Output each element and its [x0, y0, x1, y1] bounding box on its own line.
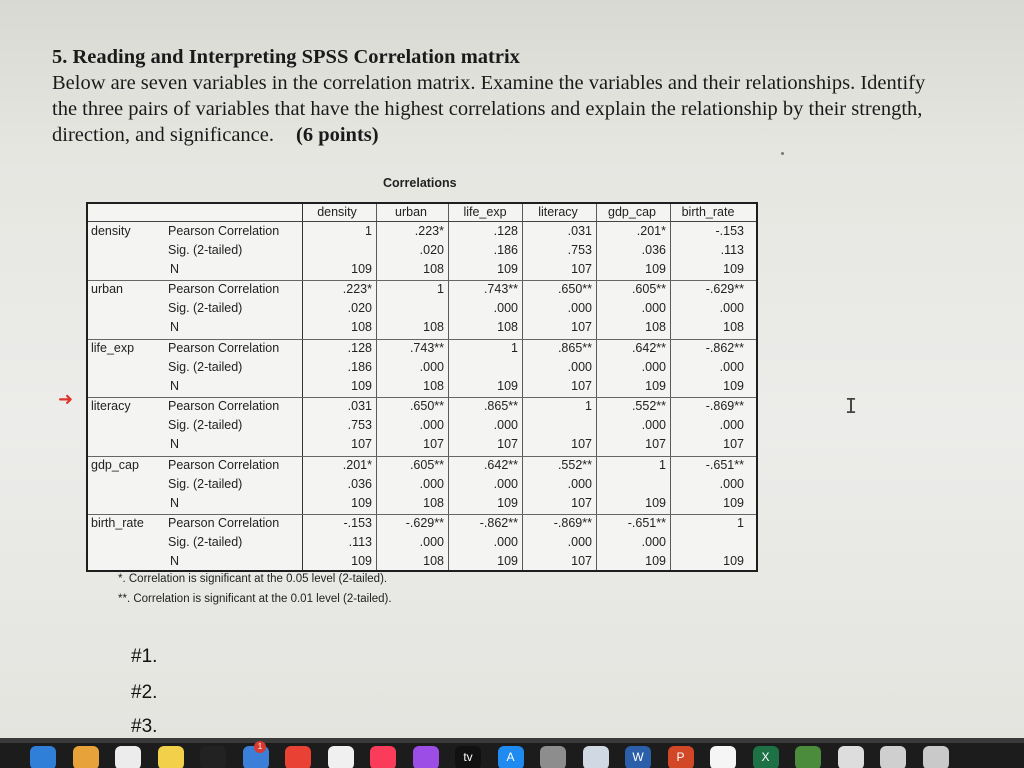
notes-icon[interactable] — [158, 746, 184, 768]
stocks-icon[interactable] — [200, 746, 226, 768]
footnote-significance-05: *. Correlation is significant at the 0.05 level (2-tailed). — [118, 573, 388, 585]
table-cell: 107 — [571, 437, 592, 452]
table-cell: -.629** — [705, 282, 744, 297]
column-header-density: density — [317, 205, 357, 219]
table-cell: 107 — [645, 437, 666, 452]
news-icon[interactable] — [328, 746, 354, 768]
table-cell: .128 — [347, 340, 372, 355]
stat-label: Sig. (2-tailed) — [168, 359, 243, 374]
table-cell: 109 — [351, 554, 372, 568]
stat-label: Sig. (2-tailed) — [168, 418, 243, 433]
stat-label: N — [170, 320, 180, 335]
table-cell: .000 — [493, 418, 518, 433]
table-cell: .000 — [493, 535, 518, 549]
table-cell: .201* — [636, 224, 666, 238]
table-cell: .000 — [719, 418, 744, 433]
table-cell: .000 — [567, 476, 592, 491]
table-cell: .743** — [409, 340, 444, 355]
table-cell: .036 — [347, 476, 372, 491]
table-cell: 109 — [645, 378, 666, 393]
column-divider — [448, 204, 449, 570]
table-cell: .000 — [493, 301, 518, 316]
table-cell: .000 — [567, 359, 592, 374]
dock-shelf — [0, 738, 1024, 743]
photos-icon[interactable] — [73, 746, 99, 768]
dock — [0, 738, 1024, 768]
window-thumb-2-icon[interactable] — [880, 746, 906, 768]
table-cell: 109 — [351, 378, 372, 393]
table-cell: .000 — [419, 418, 444, 433]
music-icon[interactable] — [370, 746, 396, 768]
table-cell: .020 — [419, 243, 444, 257]
column-divider — [376, 204, 377, 570]
table-cell: .031 — [347, 399, 372, 414]
table-cell: 1 — [585, 399, 592, 414]
notification-badge: 1 — [254, 741, 266, 753]
finder-icon[interactable] — [30, 746, 56, 768]
table-cell: 1 — [365, 224, 372, 238]
column-divider — [670, 204, 671, 570]
table-cell: 107 — [497, 437, 518, 452]
table-cell: 109 — [497, 262, 518, 276]
table-cell: 109 — [497, 378, 518, 393]
table-cell: 107 — [571, 262, 592, 276]
table-cell: 107 — [723, 437, 744, 452]
table-cell: .128 — [493, 224, 518, 238]
table-cell: 109 — [723, 554, 744, 568]
table-cell: .201* — [342, 457, 372, 472]
stat-label: Pearson Correlation — [168, 282, 280, 297]
table-cell: -.153 — [715, 224, 744, 238]
table-cell: .036 — [641, 243, 666, 257]
table-cell: 109 — [645, 262, 666, 276]
table-cell: 108 — [423, 554, 444, 568]
stat-label: N — [170, 495, 180, 510]
correlations-table — [86, 202, 758, 572]
row-label-literacy: literacy — [91, 399, 131, 414]
table-cell: .031 — [567, 224, 592, 238]
stat-label: Pearson Correlation — [168, 457, 280, 472]
table-cell: 108 — [497, 320, 518, 335]
table-cell: -.869** — [705, 399, 744, 414]
table-cell: .552** — [631, 399, 666, 414]
table-cell: 109 — [497, 495, 518, 510]
stat-label: N — [170, 437, 180, 452]
table-cell: 108 — [423, 262, 444, 276]
podcasts-icon[interactable] — [413, 746, 439, 768]
stat-label: N — [170, 262, 180, 276]
stat-label: Pearson Correlation — [168, 340, 280, 355]
row-divider — [88, 280, 756, 281]
column-divider — [302, 204, 303, 570]
table-cell: .000 — [641, 535, 666, 549]
column-divider — [522, 204, 523, 570]
row-divider — [88, 514, 756, 515]
table-cell: .000 — [641, 301, 666, 316]
table-cell: .000 — [719, 359, 744, 374]
question-line-1: Below are seven variables in the correlation matrix. Examine the variables and their relationships. Identify — [52, 72, 926, 94]
row-label-gdp_cap: gdp_cap — [91, 457, 139, 472]
table-cell: 1 — [659, 457, 666, 472]
table-cell: 109 — [351, 495, 372, 510]
table-cell: 109 — [723, 262, 744, 276]
stat-label: N — [170, 554, 180, 568]
table-cell: 1 — [511, 340, 518, 355]
system-preferences-icon[interactable] — [540, 746, 566, 768]
table-cell: .000 — [641, 359, 666, 374]
table-cell: .020 — [347, 301, 372, 316]
table-cell: -.862** — [705, 340, 744, 355]
table-cell: 1 — [737, 516, 744, 530]
row-divider — [88, 397, 756, 398]
column-header-urban: urban — [395, 205, 427, 219]
table-cell: .743** — [483, 282, 518, 297]
calendar-icon[interactable] — [115, 746, 141, 768]
answer-2-label[interactable]: #2. — [131, 682, 158, 703]
table-cell: 109 — [645, 495, 666, 510]
row-divider — [88, 339, 756, 340]
table-cell: 108 — [423, 495, 444, 510]
question-text — [52, 44, 1002, 148]
table-cell: .642** — [631, 340, 666, 355]
table-cell: .000 — [493, 476, 518, 491]
app-store-icon[interactable]: A — [498, 746, 524, 768]
table-cell: .000 — [641, 418, 666, 433]
answer-3-label[interactable]: #3. — [131, 716, 158, 737]
table-cell: 108 — [723, 320, 744, 335]
table-cell: 109 — [723, 378, 744, 393]
table-cell: 107 — [571, 378, 592, 393]
table-cell: .000 — [719, 301, 744, 316]
table-cell: .000 — [567, 535, 592, 549]
table-cell: -.629** — [405, 516, 444, 530]
table-cell: .650** — [409, 399, 444, 414]
column-header-gdp_cap: gdp_cap — [608, 205, 656, 219]
table-cell: .642** — [483, 457, 518, 472]
table-cell: 107 — [571, 554, 592, 568]
question-line-2: the three pairs of variables that have the highest correlations and explain the relationship by their strength, — [52, 98, 923, 120]
table-cell: 1 — [437, 282, 444, 297]
row-label-life_exp: life_exp — [91, 340, 135, 355]
stat-label: Pearson Correlation — [168, 399, 280, 414]
question-title — [52, 44, 1002, 70]
table-cell: .650** — [557, 282, 592, 297]
stat-label: Sig. (2-tailed) — [168, 243, 243, 257]
table-cell: 107 — [351, 437, 372, 452]
table-cell: 108 — [645, 320, 666, 335]
table-cell: .000 — [419, 359, 444, 374]
table-cell: 109 — [497, 554, 518, 568]
table-cell: .753 — [567, 243, 592, 257]
table-cell: -.153 — [343, 516, 372, 530]
column-divider — [596, 204, 597, 570]
table-cell: .000 — [419, 535, 444, 549]
table-cell: .605** — [631, 282, 666, 297]
row-divider — [88, 456, 756, 457]
table-cell: .000 — [419, 476, 444, 491]
question-line-3 — [52, 122, 1002, 148]
chrome-alt-icon[interactable] — [285, 746, 311, 768]
table-cell: .113 — [720, 243, 744, 257]
table-cell: -.862** — [479, 516, 518, 530]
table-cell: 108 — [351, 320, 372, 335]
table-cell: .223* — [414, 224, 444, 238]
table-cell: .186 — [493, 243, 518, 257]
word-icon[interactable]: W — [625, 746, 651, 768]
powerpoint-icon[interactable]: P — [668, 746, 694, 768]
table-cell: .605** — [409, 457, 444, 472]
downloads-icon[interactable] — [923, 746, 949, 768]
table-cell: -.651** — [627, 516, 666, 530]
footnote-significance-01: **. Correlation is significant at the 0.01 level (2-tailed). — [118, 593, 392, 605]
table-cell: 107 — [423, 437, 444, 452]
table-cell: .865** — [557, 340, 592, 355]
chrome-icon[interactable] — [710, 746, 736, 768]
table-cell: -.651** — [705, 457, 744, 472]
table-cell: .223* — [342, 282, 372, 297]
spss-icon[interactable] — [795, 746, 821, 768]
table-cell: 108 — [423, 320, 444, 335]
stat-label: Sig. (2-tailed) — [168, 476, 243, 491]
window-thumb-icon[interactable] — [838, 746, 864, 768]
table-cell: .113 — [348, 535, 372, 549]
correlations-table-title: Correlations — [383, 176, 457, 190]
table-cell: 107 — [571, 495, 592, 510]
question-line-3-text: direction, and significance. — [52, 124, 274, 146]
row-label-urban: urban — [91, 282, 123, 297]
table-cell: 109 — [645, 554, 666, 568]
arrow-marker-icon: ➜ — [58, 389, 74, 409]
table-cell: 109 — [723, 495, 744, 510]
stat-label: Pearson Correlation — [168, 516, 280, 530]
table-cell: -.869** — [553, 516, 592, 530]
stat-label: Sig. (2-tailed) — [168, 301, 243, 316]
column-header-birth_rate: birth_rate — [681, 205, 735, 219]
stat-label: Pearson Correlation — [168, 224, 280, 238]
question-points: (6 points) — [296, 124, 379, 146]
answer-1-label[interactable]: #1. — [131, 646, 158, 667]
table-cell: .552** — [557, 457, 592, 472]
column-header-literacy: literacy — [538, 205, 578, 219]
excel-icon[interactable]: X — [753, 746, 779, 768]
column-header-life_exp: life_exp — [463, 205, 507, 219]
table-cell: 108 — [423, 378, 444, 393]
row-label-birth_rate: birth_rate — [91, 516, 144, 530]
table-cell: .186 — [347, 359, 372, 374]
table-cell: 107 — [571, 320, 592, 335]
table-cell: 109 — [351, 262, 372, 276]
table-cell: .865** — [483, 399, 518, 414]
stat-label: N — [170, 378, 180, 393]
text-cursor-icon: I — [845, 394, 858, 418]
speck-decoration — [781, 152, 784, 155]
stat-label: Sig. (2-tailed) — [168, 535, 243, 549]
preview-icon[interactable] — [583, 746, 609, 768]
header-divider — [88, 221, 756, 222]
question-title-text: 5. Reading and Interpreting SPSS Correlation matrix — [52, 46, 520, 68]
table-cell: .000 — [567, 301, 592, 316]
table-cell: .753 — [347, 418, 372, 433]
table-cell: .000 — [719, 476, 744, 491]
row-label-density: density — [91, 224, 131, 238]
apple-tv-icon[interactable]: tv — [455, 746, 481, 768]
